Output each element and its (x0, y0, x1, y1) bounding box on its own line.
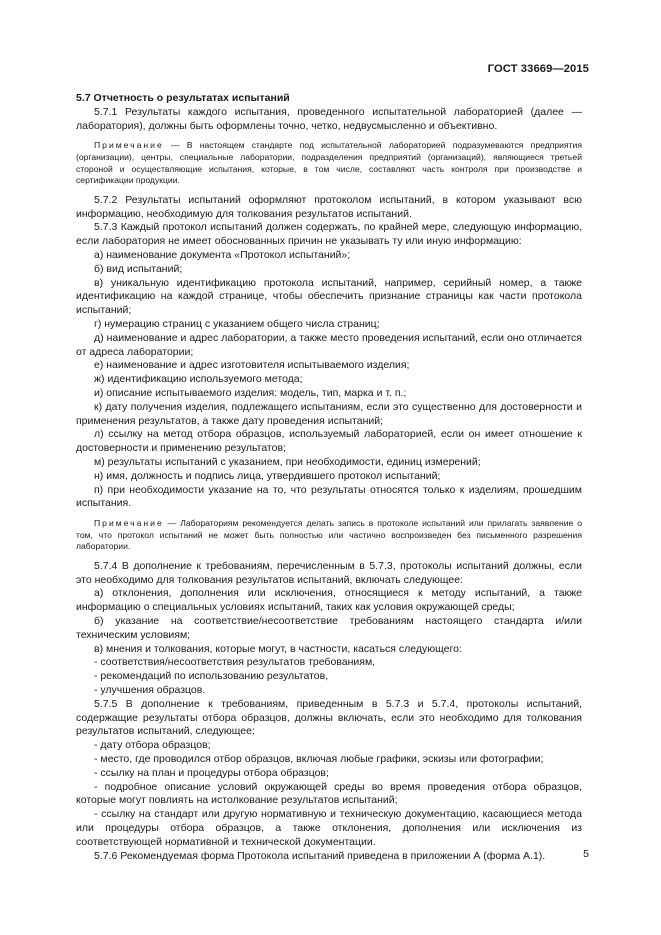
list-item-v: в) уникальную идентификацию протокола испытаний, например, серийный номер, а также идентификацию на каждой странице, чтобы обеспечить признание страницы как части протокола испытаний; (76, 276, 582, 317)
list-item-n: н) имя, должность и подпись лица, утвердившего протокол испытаний; (94, 469, 441, 482)
list-item-d: д) наименование и адрес лаборатории, а также место проведения испытаний, если оно отличается от адреса лаборатории; (76, 331, 582, 358)
note-1 (76, 140, 582, 186)
list-item-l: л) ссылку на метод отбора образцов, используемый лабораторией, если он имеет отношение к достоверности и применению результатов; (76, 428, 582, 455)
list-item-i: и) описание испытываемого изделия: модель, тип, марка и т. п.; (94, 386, 407, 399)
list-item-a: а) наименование документа «Протокол испытаний»; (94, 248, 351, 261)
list-item-g: г) нумерацию страниц с указанием общего числа страниц; (94, 317, 380, 330)
list-item-k: к) дату получения изделия, подлежащего испытаниям, если это существенно для достоверности и применения результатов, а также дату проведения испытаний; (76, 400, 582, 427)
list-item-b: б) указание на соответствие/несоответствие требованиям настоящего стандарта и/или техническим условиям; (76, 615, 582, 641)
paragraph-5-7-4: 5.7.4 В дополнение к требованиям, перечисленным в 5.7.3, протоколы испытаний должны, если это необходимо для толкования результатов испытаний, включать следующее: (76, 559, 582, 586)
paragraph-5-7-1: 5.7.1 Результаты каждого испытания, проведенного испытательной лабораторией (далее — лаборатория), должны быть оформлены точно, четко, недвусмысленно и объективно. (76, 105, 582, 132)
list-item-zh: ж) идентификацию используемого метода; (94, 373, 303, 386)
note-text: — Лабораториям рекомендуется делать запись в протоколе испытаний или прилагать заявление о том, что протокол испытаний не может быть полностью или частично воспроизведен без письменного разрешения лаборатории. (76, 518, 582, 552)
list-dash-item: - ссылку на стандарт или другую нормативную и техническую документацию, касающиеся метода или процедуры отбора образцов, а также отклонения, дополнения или исключения из соответствующей нормативной и технической документации. (76, 808, 582, 848)
list-dash-item: - дату отбора образцов; (94, 739, 211, 752)
standard-designation: ГОСТ 33669—2015 (487, 63, 589, 75)
list-dash-item: - ссылку на план и процедуры отбора образцов; (94, 766, 329, 779)
list-dash-item: - рекомендаций по использованию результатов, (94, 670, 329, 683)
list-dash-item: - подробное описание условий окружающей среды во время проведения отбора образцов, которые могут повлиять на истолкование результатов испытаний; (76, 780, 582, 807)
paragraph-5-7-5: 5.7.5 В дополнение к требованиям, приведенным в 5.7.3 и 5.7.4, протоколы испытаний, содержащие результаты отбора образцов, должны включать, если это необходимо для толкования результатов испытаний, следующее: (76, 697, 582, 738)
section-body (76, 92, 582, 863)
list-item-v: в) мнения и толкования, которые могут, в частности, касаться следующего: (94, 642, 462, 655)
list-item-p: п) при необходимости указание на то, что результаты относятся только к изделиям, прошедшим испытания. (76, 483, 582, 510)
list-dash-item: - улучшения образцов. (94, 684, 206, 697)
section-title: 5.7 Отчетность о результатах испытаний (76, 92, 290, 104)
list-item-m: м) результаты испытаний с указанием, при необходимости, единиц измерений; (94, 455, 481, 468)
list-item-a: а) отклонения, дополнения или исключения, относящиеся к методу испытаний, а также информацию о специальных условиях испытаний, таких как условия окружающей среды; (76, 587, 582, 614)
list-dash-item: - соответствия/несоответствия результатов требованиям, (94, 656, 376, 669)
paragraph-5-7-3: 5.7.3 Каждый протокол испытаний должен содержать, по крайней мере, следующую информацию, если лаборатория не имеет обоснованных причин не указывать ту или иную информацию: (76, 221, 582, 248)
paragraph-5-7-6: 5.7.6 Рекомендуемая форма Протокола испытаний приведена в приложении А (форма А.1). (94, 849, 546, 862)
list-item-b: б) вид испытаний; (94, 262, 183, 275)
note-label: Примечание (94, 518, 164, 529)
list-item-e: е) наименование и адрес изготовителя испытываемого изделия; (94, 359, 410, 372)
note-2 (76, 518, 582, 553)
list-dash-item: - место, где проводился отбор образцов, включая любые графики, эскизы или фотографии; (94, 753, 544, 766)
paragraph-5-7-2: 5.7.2 Результаты испытаний оформляют протоколом испытаний, в котором указывают всю информацию, необходимую для толкования результатов испытаний. (76, 193, 582, 220)
page-number: 5 (583, 848, 589, 860)
note-text: — В настоящем стандарте под испытательной лабораторией подразумеваются предприятия (организации), центры, специальные лаборатории, подразделения предприятий (организаций), являющиеся третьей стороной и осуществляющие испытания, которые, в том числе, составляют часть контроля при производстве и сертификации продукции. (76, 140, 582, 186)
note-label: Примечание (94, 140, 164, 151)
